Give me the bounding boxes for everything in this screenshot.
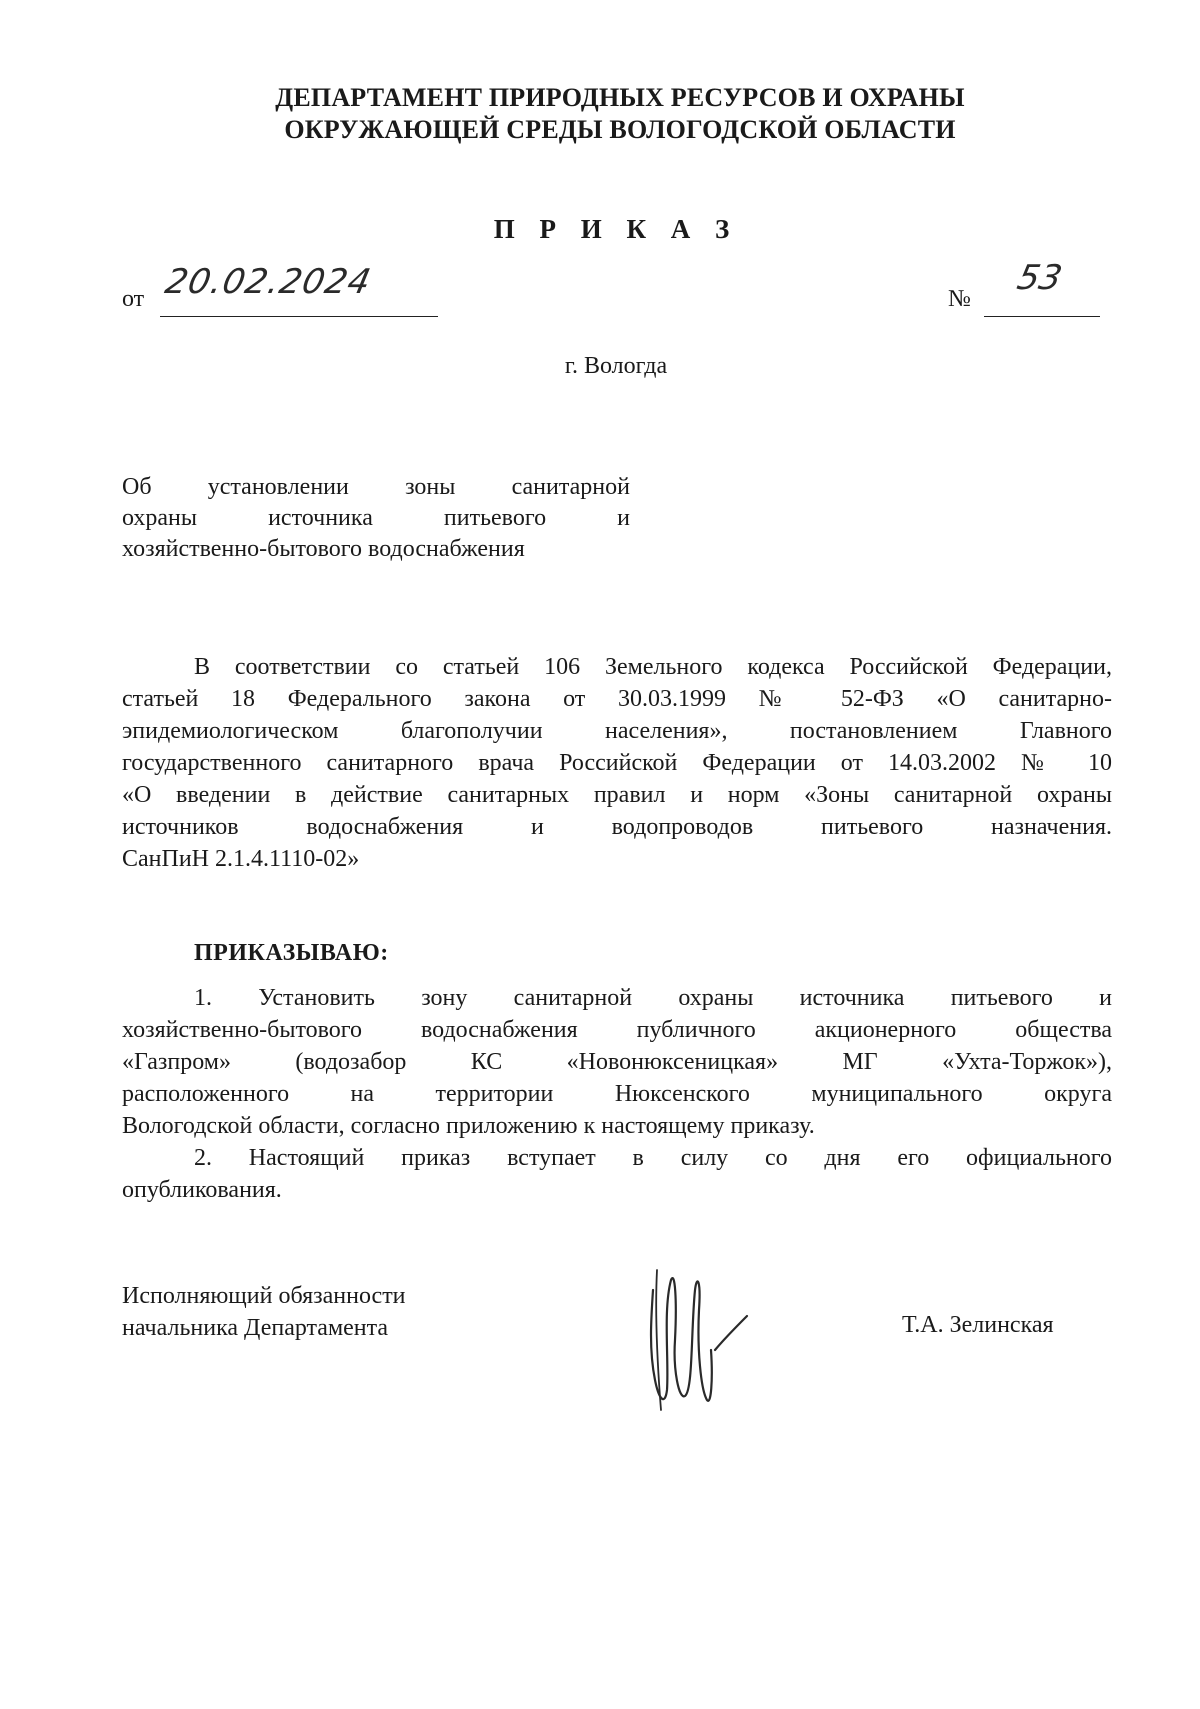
order-item-line: «Газпром» (водозабор КС «Новонюксеницкая» МГ «Ухта-Торжок»), [122,1049,1112,1075]
order-heading: ПРИКАЗЫВАЮ: [194,940,389,966]
preamble-paragraph [122,651,1112,875]
signer-position-line: Исполняющий обязанности [122,1283,406,1309]
preamble-line: эпидемиологическом благополучии населения», постановлением Главного [122,718,1112,744]
city-line: г. Вологда [564,353,668,379]
number-label: № [948,286,971,312]
number-underline [984,316,1100,317]
order-item-line: 2. Настоящий приказ вступает в силу со дня его официального [194,1145,1112,1171]
order-item-line: опубликования. [122,1177,282,1203]
order-item-line: Вологодской области, согласно приложению к настоящему приказу. [122,1113,815,1139]
signer-position-line: начальника Департамента [122,1315,389,1341]
subject-line: хозяйственно-бытового водоснабжения [122,536,525,562]
date-number-row [122,258,1102,322]
signer-name: Т.А. Зелинская [902,1312,1054,1338]
order-item-line: расположенного на территории Нюксенского муниципального округа [122,1081,1112,1107]
order-item-line: 1. Установить зону санитарной охраны источника питьевого и [194,985,1112,1011]
preamble-line: статьей 18 Федерального закона от 30.03.1999 № 52-ФЗ «О санитарно- [122,686,1112,712]
document-subject [122,472,630,565]
preamble-line: В соответствии со статьей 106 Земельного кодекса Российской Федерации, [194,654,1112,680]
number-handwritten: 53 [1013,258,1066,298]
date-label: от [122,286,145,312]
signer-position [122,1280,406,1344]
subject-line: Об установлении зоны санитарной [122,474,630,500]
date-handwritten: 20.02.2024 [161,262,375,302]
order-items [122,982,1112,1206]
department-line-2: ОКРУЖАЮЩЕЙ СРЕДЫ ВОЛОГОДСКОЙ ОБЛАСТИ [284,115,956,144]
subject-line: охраны источника питьевого и [122,505,630,531]
preamble-line: источников водоснабжения и водопроводов питьевого назначения. [122,814,1112,840]
preamble-line: государственного санитарного врача Российской Федерации от 14.03.2002 № 10 [122,750,1112,776]
order-item-line: хозяйственно-бытового водоснабжения публичного акционерного общества [122,1017,1112,1043]
preamble-line: «О введении в действие санитарных правил и норм «Зоны санитарной охраны [122,782,1112,808]
date-underline [160,316,438,317]
department-line-1: ДЕПАРТАМЕНТ ПРИРОДНЫХ РЕСУРСОВ И ОХРАНЫ [275,83,965,112]
handwritten-signature [635,1250,765,1420]
document-type-title: П Р И К А З [493,214,739,244]
department-header [0,82,1200,146]
preamble-line: СанПиН 2.1.4.1110-02» [122,846,360,872]
